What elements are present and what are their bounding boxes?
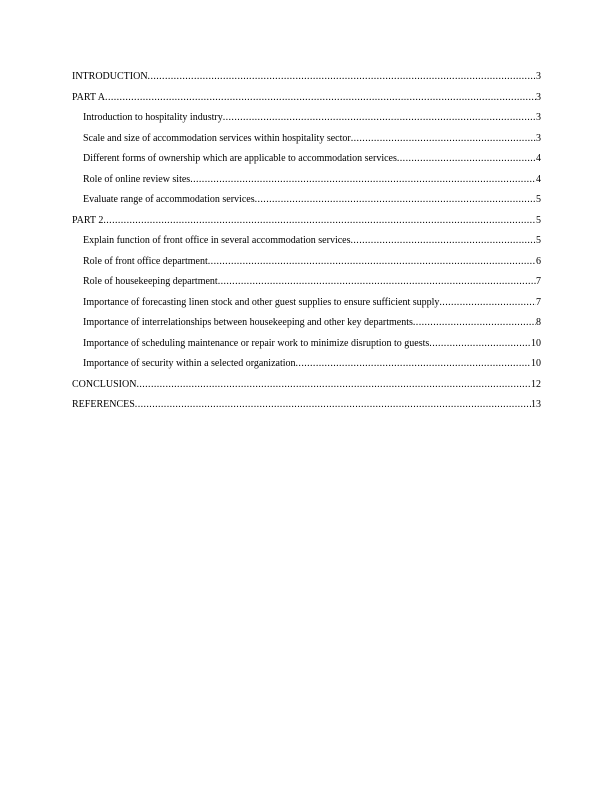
toc-dot-leader [255,194,536,206]
toc-entry-online-review[interactable] [72,174,541,195]
toc-page-number: 3 [536,112,541,123]
toc-page-number: 12 [531,378,541,390]
toc-entry-title: PART 2 [72,214,104,226]
toc-page-number: 7 [536,296,541,308]
toc-entry-title: Role of online review sites [83,173,191,185]
toc-entry-title: Scale and size of accommodation services within hospitality sector [83,132,351,144]
toc-dot-leader [439,297,536,309]
toc-dot-leader [351,133,536,145]
toc-dot-leader [296,358,531,370]
toc-page-number: 13 [531,399,541,410]
toc-entry-title: Importance of forecasting linen stock and other guest supplies to ensure sufficient supply [83,296,440,308]
toc-entry-scheduling-maintenance[interactable] [72,338,541,359]
toc-page-number: 8 [536,317,541,328]
toc-dot-leader [135,399,531,411]
toc-entry-front-office-role[interactable] [72,256,541,277]
toc-entry-range-accommodation[interactable] [72,194,541,215]
toc-entry-title: CONCLUSION [72,378,137,390]
toc-entry-title: Explain function of front office in several accommodation services [83,235,351,246]
toc-dot-leader [208,256,536,268]
toc-entry-title: Evaluate range of accommodation services [83,194,255,205]
toc-entry-part-a[interactable] [72,92,541,113]
toc-entry-title: Importance of interrelationships between housekeeping and other key departments [83,317,413,328]
toc-page-number: 10 [531,337,541,349]
toc-dot-leader [103,215,536,227]
toc-dot-leader [351,235,537,247]
toc-page-number: 10 [531,358,541,369]
toc-entry-front-office-function[interactable] [72,235,541,256]
toc-dot-leader [105,92,536,104]
toc-entry-title: Importance of scheduling maintenance or repair work to minimize disruption to guests [83,337,430,349]
toc-page-number: 7 [536,276,541,287]
toc-dot-leader [136,379,531,391]
toc-page-number: 5 [536,235,541,246]
toc-entry-title: INTRODUCTION [72,71,148,82]
toc-page-number: 3 [536,132,541,144]
toc-dot-leader [223,112,536,124]
toc-page-number: 6 [536,255,541,267]
toc-dot-leader [218,276,536,288]
toc-dot-leader [429,338,531,350]
toc-dot-leader [190,174,536,186]
toc-page-number: 4 [536,153,541,164]
toc-entry-title: Role of housekeeping department [83,276,218,287]
toc-dot-leader [148,71,536,83]
toc-page-number: 5 [536,214,541,226]
toc-entry-part-2[interactable] [72,215,541,236]
table-of-contents [72,71,541,420]
toc-entry-intro-hospitality[interactable] [72,112,541,133]
toc-entry-title: Importance of security within a selected organization [83,358,296,369]
toc-entry-title: Different forms of ownership which are applicable to accommodation services [83,153,397,164]
toc-entry-interrelationships[interactable] [72,317,541,338]
toc-entry-introduction[interactable] [72,71,541,92]
toc-page-number: 5 [536,194,541,205]
toc-dot-leader [413,317,536,329]
toc-entry-title: PART A [72,91,106,103]
toc-entry-forms-ownership[interactable] [72,153,541,174]
toc-entry-housekeeping-role[interactable] [72,276,541,297]
toc-dot-leader [397,153,536,165]
toc-page-number: 3 [536,71,541,82]
toc-entry-title: Role of front office department [83,255,208,267]
toc-page-number: 4 [536,173,541,185]
toc-entry-references[interactable] [72,399,541,420]
toc-entry-forecasting-linen[interactable] [72,297,541,318]
toc-entry-security[interactable] [72,358,541,379]
toc-entry-title: REFERENCES [72,399,135,410]
toc-entry-title: Introduction to hospitality industry [83,112,223,123]
toc-entry-conclusion[interactable] [72,379,541,400]
toc-page-number: 3 [536,91,541,103]
toc-entry-scale-size[interactable] [72,133,541,154]
